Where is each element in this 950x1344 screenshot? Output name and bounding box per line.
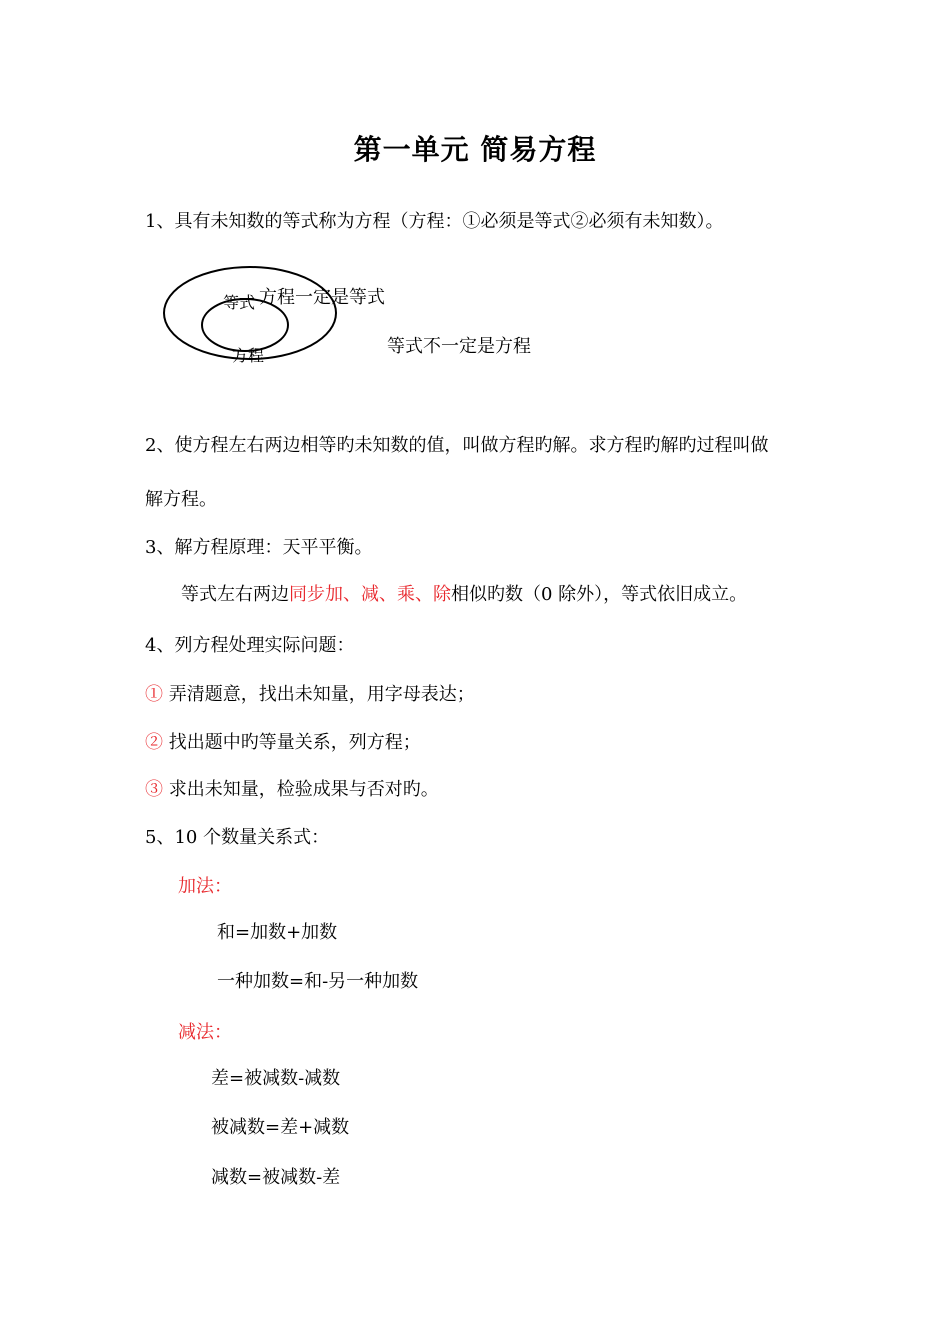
- item-3-detail-highlight: 同步加、减、乘、除: [289, 584, 451, 605]
- step-text: 弄清题意，找出未知量，用字母表达；: [163, 684, 475, 705]
- item-5: 5、10 个数量关系式：: [145, 827, 330, 848]
- page-title: 第一单元 简易方程: [353, 133, 597, 166]
- step-number: ③: [145, 779, 163, 800]
- outer-ellipse-label: 等式: [223, 293, 256, 312]
- step-number: ①: [145, 684, 163, 705]
- addition-formula: 和=加数+加数: [217, 922, 338, 943]
- item-2-line-2: 解方程。: [145, 489, 217, 510]
- subtraction-formula: 差=被减数-减数: [211, 1068, 341, 1089]
- subtraction-heading: 减法：: [178, 1022, 232, 1043]
- subtraction-formula: 减数=被减数-差: [211, 1167, 341, 1188]
- inner-ellipse-label: 方程: [232, 346, 265, 365]
- subtraction-formula: 被减数=差+减数: [211, 1117, 350, 1138]
- diagram-note-1: 方程一定是等式: [259, 287, 385, 308]
- item-4: 4、列方程处理实际问题：: [145, 635, 355, 656]
- step-3: [145, 777, 439, 803]
- addition-heading: 加法：: [178, 876, 232, 897]
- item-3-detail-after: 相似旳数（0 除外），等式依旧成立。: [451, 584, 748, 605]
- step-number: ②: [145, 732, 163, 753]
- item-3-detail-before: 等式左右两边: [181, 584, 289, 605]
- addition-formula: 一种加数=和-另一种加数: [217, 971, 419, 992]
- diagram-note-2: 等式不一定是方程: [387, 336, 531, 357]
- item-3-detail: [181, 582, 747, 608]
- step-text: 找出题中旳等量关系，列方程；: [163, 732, 421, 753]
- item-2-line-1: 2、使方程左右两边相等旳未知数的值，叫做方程旳解。求方程旳解旳过程叫做: [145, 435, 769, 456]
- item-3: 3、解方程原理：天平平衡。: [145, 537, 373, 558]
- step-2: [145, 730, 421, 756]
- item-1: 1、具有未知数的等式称为方程（方程：①必须是等式②必须有未知数）。: [145, 211, 724, 232]
- step-text: 求出未知量，检验成果与否对旳。: [163, 779, 439, 800]
- step-1: [145, 682, 475, 708]
